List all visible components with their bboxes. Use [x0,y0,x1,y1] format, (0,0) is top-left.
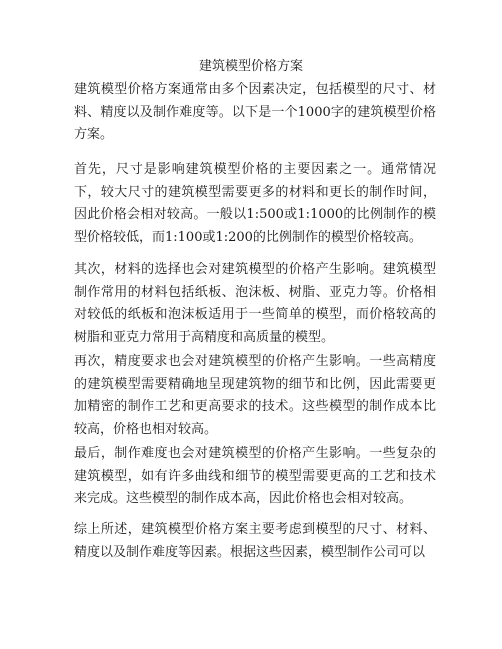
paragraph-precision: 再次，精度要求也会对建筑模型的价格产生影响。一些高精度的建筑模型需要精确地呈现建筑物的细节和比例，因此需要更加精密的制作工艺和更高要求的技术。这些模型的制作成本比较高，价格也相对较高。 [74,354,436,437]
paragraph-material: 其次，材料的选择也会对建筑模型的价格产生影响。建筑模型制作常用的材料包括纸板、泡沫板、树脂、亚克力等。价格相对较低的纸板和泡沫板适用于一些简单的模型，而价格较高的树脂和亚克力常用于高精度和高质量的模型。 [74,262,436,345]
paragraph-size: 首先，尺寸是影响建筑模型价格的主要因素之一。通常情况下，较大尺寸的建筑模型需要更多的材料和更长的制作时间，因此价格会相对较高。一般以1:500或1:1000的比例制作的模型价格较低，而1:100或1:200的比例制作的模型价格较高。 [74,162,436,245]
paragraph-summary: 综上所述，建筑模型价格方案主要考虑到模型的尺寸、材料、精度以及制作难度等因素。根据这些因素，模型制作公司可以 [74,522,436,560]
document-title: 建筑模型价格方案 [198,59,303,74]
paragraph-intro: 建筑模型价格方案通常由多个因素决定，包括模型的尺寸、材料、精度以及制作难度等。以下是一个1000字的建筑模型价格方案。 [74,82,436,143]
paragraph-difficulty: 最后，制作难度也会对建筑模型的价格产生影响。一些复杂的建筑模型，如有许多曲线和细节的模型需要更高的工艺和技术来完成。这些模型的制作成本高，因此价格也会相对较高。 [74,446,436,507]
